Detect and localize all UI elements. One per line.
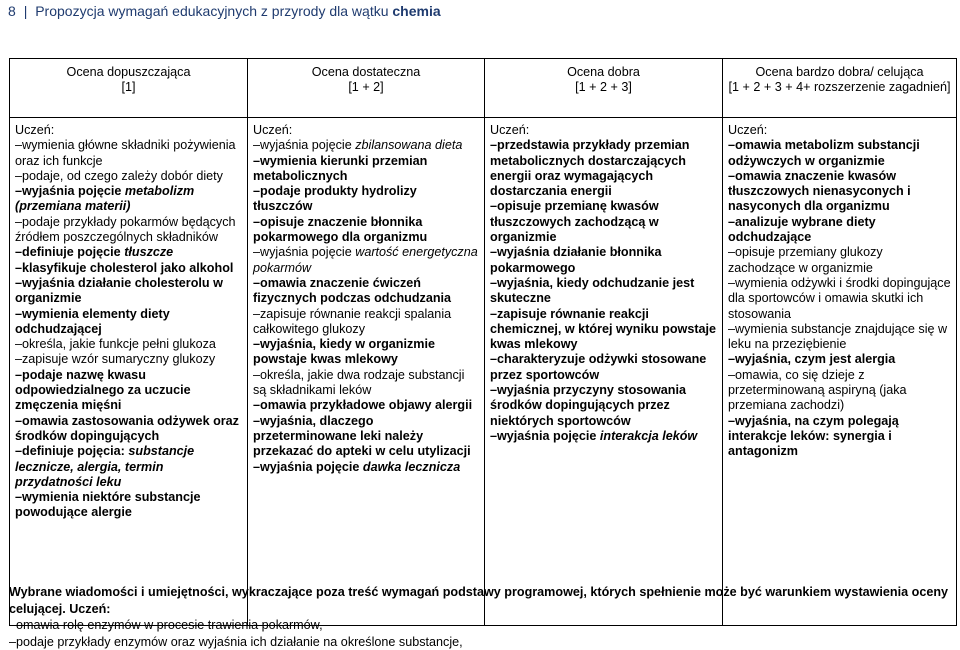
requirement-text: –podaje, od czego zależy dobór diety [15,168,223,183]
requirement-item [15,337,242,352]
requirement-text: Uczeń: [490,123,530,137]
requirement-text: Uczeń: [15,123,55,137]
requirement-item [728,138,951,169]
requirement-item [253,215,479,246]
requirement-text: zbilansowana dieta [355,138,463,153]
requirement-text: –analizuje wybrane diety odchudzające [728,214,876,245]
requirement-item [15,444,242,490]
requirement-item [15,245,242,260]
cell-intro [490,123,717,138]
requirement-text: –wymienia kierunki przemian metabolicznych [253,153,428,183]
requirement-text: –omawia przykładowe objawy alergii [253,398,473,413]
requirement-item [253,307,479,338]
requirement-text: –opisuje przemianę kwasów tłuszczowych zachodzącą w organizmie [490,199,659,245]
requirement-item [490,245,717,276]
requirement-text: –podaje nazwę kwasu odpowiedzialnego za uczucie zmęczenia mięśni [15,367,191,413]
requirement-item [253,154,479,185]
footer-item: –podaje przykłady enzymów oraz wyjaśnia ich działanie na określone substancje, [9,634,463,649]
requirement-text: –wyjaśnia pojęcie [15,184,125,199]
page-title: Propozycja wymagań edukacyjnych z przyrody dla wątku [35,3,389,19]
grade-cell [248,118,485,626]
requirement-text: dawka lecznicza [362,459,461,474]
requirement-text: –omawia zastosowania odżywek oraz środków dopingujących [15,413,239,443]
footer-item: –omawia rolę enzymów w procesie trawienia pokarmów, [9,618,323,633]
column-header: Ocena bardzo dobra/ celująca [1 + 2 + 3 + 4+ rozszerzenie zagadnień] [723,59,957,118]
requirement-item [490,429,717,444]
requirement-text: –przedstawia przykłady przemian metabolicznych dostarczających energii oraz wymagających dostarczania energii [490,138,690,199]
footer-note [9,584,956,650]
requirement-text: –zapisuje wzór sumaryczny glukozy [15,352,216,367]
table-header-row [10,59,957,118]
requirement-text: –podaje produkty hydrolizy tłuszczów [253,184,417,214]
requirement-text: –opisuje znaczenie błonnika pokarmowego dla organizmu [253,214,428,245]
requirements-table [9,58,957,626]
requirement-item [253,138,479,153]
requirement-text: –zapisuje równanie reakcji spalania całkowitego glukozy [253,306,452,336]
requirement-item [253,368,479,399]
requirement-text: Uczeń: [253,123,293,137]
requirement-text: –omawia znaczenie ćwiczeń fizycznych podczas odchudzania [253,275,452,306]
header-separator: | [23,3,28,19]
requirement-item [15,490,242,521]
requirement-item [728,169,951,215]
requirement-text: Uczeń: [728,123,768,137]
requirement-item [15,276,242,307]
requirement-text: substancje lecznicze, alergia, termin przydatności leku [15,444,195,489]
requirement-item [15,368,242,414]
requirement-text: –omawia metabolizm substancji odżywczych w organizmie [728,138,920,168]
requirement-item [728,245,951,276]
requirement-text: metabolizm (przemiana materii) [15,184,195,214]
requirement-text: –wyjaśnia przyczyny stosowania środków dopingujących przez niektórych sportowców [490,383,686,428]
requirement-text: –wyjaśnia działanie błonnika pokarmowego [490,245,662,275]
requirement-text: –wymienia niektóre substancje powodujące alergie [15,490,201,520]
footer-intro: Wybrane wiadomości i umiejętności, wykraczające poza treść wymagań podstawy programowej, których spełnienie może być warunkiem wystawienia oceny celującej. Uczeń: [9,585,949,616]
requirement-item [15,184,242,215]
requirement-item [15,261,242,276]
requirement-text: wartość energetyczna pokarmów [253,245,478,275]
requirement-item [490,276,717,307]
requirement-item [728,368,951,414]
requirement-item [253,276,479,307]
requirement-text: –wyjaśnia, dlaczego przeterminowane leki należy przekazać do apteki w celu utylizacji [253,413,471,459]
column-header: Ocena dobra [1 + 2 + 3] [485,59,723,118]
requirement-text: –wyjaśnia pojęcie [253,245,356,260]
requirement-text: –omawia znaczenie kwasów tłuszczowych nienasyconych i nasyconych dla organizmu [728,168,911,214]
requirement-text: –określa, jakie dwa rodzaje substancji są składnikami leków [253,367,465,398]
requirement-text: –wymienia elementy diety odchudzającej [15,306,170,336]
requirement-item [253,184,479,215]
cell-intro [15,123,242,138]
table-row [10,118,957,626]
requirement-text: –klasyfikuje cholesterol jako alkohol [15,260,234,275]
cell-intro [728,123,951,138]
requirement-text: –wymienia główne składniki pożywienia oraz ich funkcje [15,138,236,168]
requirement-text: –opisuje przemiany glukozy zachodzące w organizmie [728,245,883,275]
requirement-item [728,215,951,246]
requirement-text: –charakteryzuje odżywki stosowane przez sportowców [490,352,707,382]
requirement-item [490,352,717,383]
requirement-item [15,138,242,169]
grade-cell [10,118,248,626]
requirement-text: –wymienia odżywki i środki dopingujące dla sportowców i omawia skutki ich stosowania [728,275,951,321]
grade-cell [723,118,957,626]
requirement-item [490,138,717,199]
requirement-item [253,337,479,368]
requirement-text: –podaje przykłady pokarmów będących źródłem poszczególnych składników [15,214,236,245]
requirement-text: –definiuje pojęcia: [15,444,129,459]
grade-cell [485,118,723,626]
requirement-text: –wyjaśnia, kiedy w organizmie powstaje kwas mlekowy [253,337,435,367]
requirement-text: –wyjaśnia pojęcie [490,428,600,443]
column-header: Ocena dostateczna [1 + 2] [248,59,485,118]
requirement-text: interakcja leków [599,428,698,443]
requirement-item [15,307,242,338]
requirement-text: –wyjaśnia, czym jest alergia [728,352,896,367]
requirement-text: –wyjaśnia, kiedy odchudzanie jest skuteczne [490,275,695,306]
requirement-text: –wyjaśnia, na czym polegają interakcje leków: synergia i antagonizm [728,413,899,459]
requirement-text: –wyjaśnia działanie cholesterolu w organizmie [15,275,223,306]
requirement-item [253,414,479,460]
requirement-item [15,169,242,184]
requirement-text: –zapisuje równanie reakcji chemicznej, w której wyniku powstaje kwas mlekowy [490,306,717,352]
requirement-text: –omawia, co się dzieje z przeterminowaną aspiryną (jaka przemiana zachodzi) [728,367,907,413]
requirement-text: –wyjaśnia pojęcie [253,459,363,474]
page-header [8,2,441,20]
cell-intro [253,123,479,138]
requirement-item [728,276,951,322]
requirement-text: –definiuje pojęcie [15,245,125,260]
requirement-text: –wyjaśnia pojęcie [253,138,356,153]
requirement-item [490,383,717,429]
requirement-item [253,245,479,276]
requirement-item [15,215,242,246]
requirement-text: –określa, jakie funkcje pełni glukoza [15,337,216,352]
requirement-item [253,460,479,475]
requirement-item [728,352,951,367]
requirement-text: –wymienia substancje znajdujące się w leku na przeziębienie [728,321,948,352]
page-number: 8 [8,3,16,19]
requirement-item [15,414,242,445]
requirement-item [15,352,242,367]
requirement-item [490,307,717,353]
requirement-text: tłuszcze [124,245,174,260]
requirement-item [728,322,951,353]
requirement-item [728,414,951,460]
requirement-item [253,398,479,413]
requirement-item [490,199,717,245]
column-header: Ocena dopuszczająca [1] [10,59,248,118]
page-title-subject: chemia [392,3,441,19]
